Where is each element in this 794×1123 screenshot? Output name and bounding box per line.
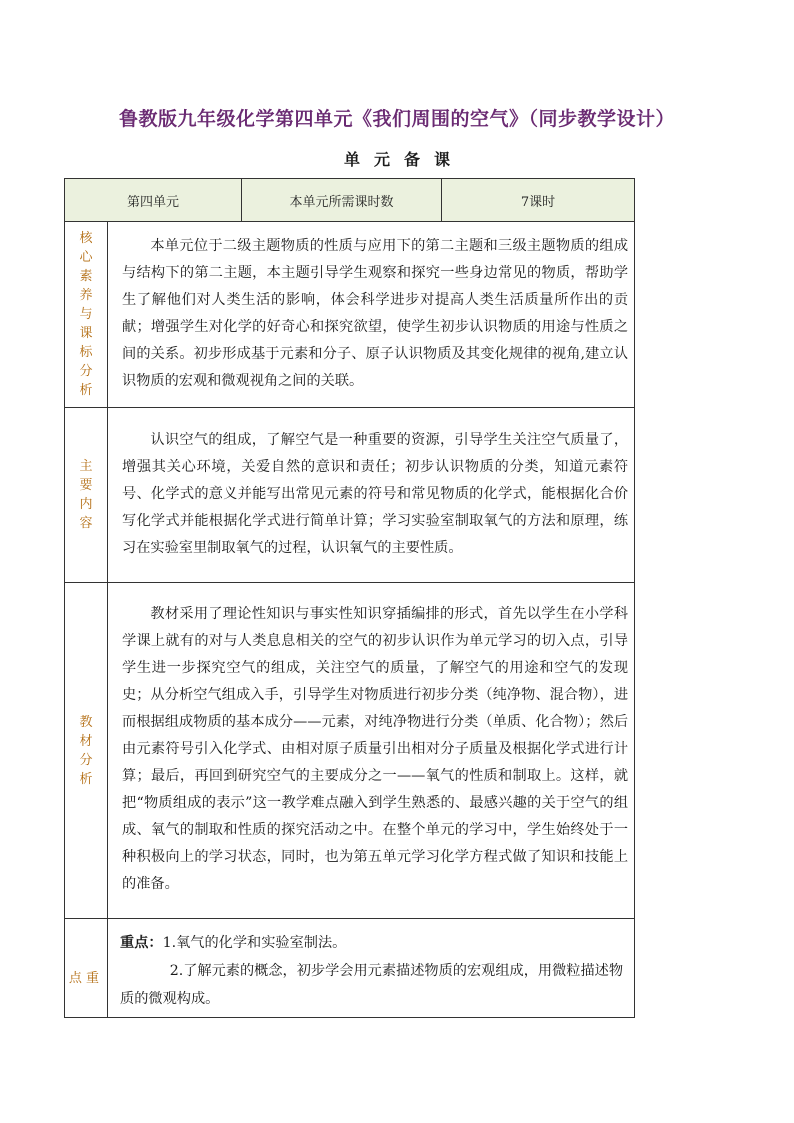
- key-points-label: 重点：: [120, 935, 163, 951]
- table-row: [65, 222, 635, 408]
- document-subtitle: 单元备课: [343, 150, 464, 169]
- hours-label-cell: 本单元所需课时数: [242, 179, 442, 222]
- key-point-1: 1.氧气的化学和实验室制法。: [162, 935, 347, 951]
- hours-value-cell: 7课时: [442, 179, 635, 222]
- row-label-main-content: 主要内容: [65, 408, 108, 583]
- key-point-2: 2.了解元素的概念，初步学会用元素描述物质的宏观组成，用微粒描述物质的微观构成。: [120, 963, 624, 1007]
- table-header-row: [65, 179, 635, 222]
- row-label-core-literacy: 核心素养与课标分析: [65, 222, 108, 408]
- unit-name-cell: 第四单元: [65, 179, 242, 222]
- table-row: [65, 408, 635, 583]
- unit-plan-table: [64, 178, 635, 1018]
- row-label-key-points: 点 重: [65, 919, 108, 1018]
- row-label-textbook-analysis: 教材分析: [65, 583, 108, 919]
- row-content-core-literacy: 本单元位于二级主题物质的性质与应用下的第二主题和三级主题物质的组成与结构下的第二主题，本主题引导学生观察和探究一些身边常见的物质，帮助学生了解他们对人类生活的影响，体会科学进步对提高人类生活质量所作出的贡献；增强学生对化学的好奇心和探究欲望，使学生初步认识物质的用途与性质之间的关系。初步形成基于元素和分子、原子认识物质及其变化规律的视角,建立认识物质的宏观和微观视角之间的关联。: [108, 222, 635, 408]
- row-content-textbook-analysis: 教材采用了理论性知识与事实性知识穿插编排的形式，首先以学生在小学科学课上就有的对与人类息息相关的空气的初步认识作为单元学习的切入点，引导学生进一步探究空气的组成，关注空气的质量，了解空气的用途和空气的发现史；从分析空气组成入手，引导学生对物质进行初步分类（纯净物、混合物），进而根据组成物质的基本成分——元素，对纯净物进行分类（单质、化合物）；然后由元素符号引入化学式、由相对原子质量引出相对分子质量及根据化学式进行计算；最后，再回到研究空气的主要成分之一——氧气的性质和制取上。这样，就把“物质组成的表示”这一教学难点融入到学生熟悉的、最感兴趣的关于空气的组成、氧气的制取和性质的探究活动之中。在整个单元的学习中，学生始终处于一种积极向上的学习状态，同时，也为第五单元学习化学方程式做了知识和技能上的准备。: [108, 583, 635, 919]
- row-content-main-content: 认识空气的组成，了解空气是一种重要的资源，引导学生关注空气质量了，增强其关心环境，关爱自然的意识和责任；初步认识物质的分类，知道元素符号、化学式的意义并能写出常见元素的符号和常见物质的化学式，能根据化合价写化学式并能根据化学式进行简单计算；学习实验室制取氧气的方法和原理，练习在实验室里制取氧气的过程，认识氧气的主要性质。: [108, 408, 635, 583]
- document-title: 鲁教版九年级化学第四单元《我们周围的空气》（同步教学设计）: [118, 108, 675, 130]
- table-row: [65, 583, 635, 919]
- table-row: [65, 919, 635, 1018]
- row-content-key-points: [108, 919, 635, 1018]
